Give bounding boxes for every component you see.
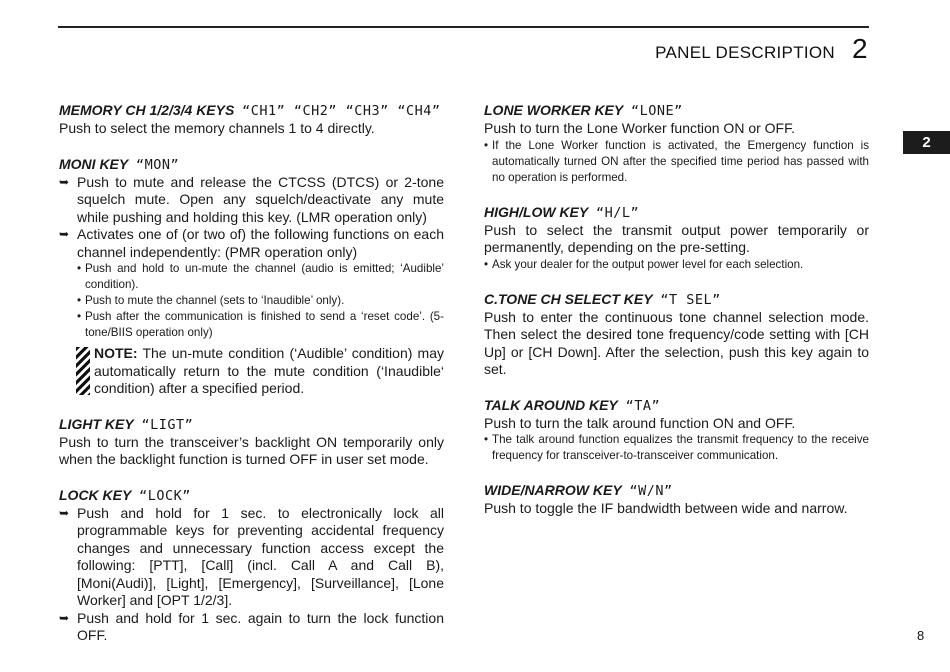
section-heading: [484, 101, 869, 120]
section-title: WIDE/NARROW KEY: [484, 482, 622, 498]
lcd-label: “CH1” “CH2” “CH3” “CH4”: [242, 103, 441, 119]
lcd-label: “MON”: [136, 156, 180, 173]
bullet-text: Push to mute the channel (sets to ‘Inaudible’ only).: [85, 294, 345, 307]
arrow-icon: ➥: [59, 174, 70, 189]
ctone-select-section: [484, 290, 869, 379]
section-heading: [484, 203, 869, 222]
chapter-tab: 2: [903, 131, 950, 154]
bullet-item: [77, 293, 444, 309]
section-title: MONI KEY: [59, 155, 129, 172]
section-heading: [59, 486, 444, 505]
bullet-item: [77, 261, 444, 293]
light-key-section: [59, 415, 444, 469]
list-item: [59, 174, 444, 227]
lcd-label: “T SEL”: [660, 291, 721, 308]
bullet-text: The talk around function equalizes the transmit frequency to the receive frequency for transceiver-to-transceiver communication.: [492, 433, 869, 462]
bullet-item: [484, 432, 869, 464]
section-heading: [484, 396, 869, 415]
lone-worker-section: [484, 101, 869, 186]
section-text: Push to turn the Lone Worker function ON or OFF.: [484, 120, 795, 136]
section-text: Push to turn the talk around function ON and OFF.: [484, 414, 796, 431]
lcd-label: “LOCK”: [139, 487, 191, 504]
bullet-item: [484, 138, 869, 186]
note-box: [59, 345, 444, 398]
list-item: [59, 505, 444, 610]
section-heading: [59, 415, 444, 434]
section-title: LONE WORKER KEY: [484, 102, 624, 118]
item-text: Push and hold for 1 sec. again to turn the lock function OFF.: [77, 609, 444, 643]
lcd-label: “H/L”: [596, 204, 640, 221]
item-text: Activates one of (or two of) the following functions on each channel independently: (PMR operation only): [77, 226, 444, 260]
right-column: [484, 100, 869, 535]
section-heading: [59, 101, 444, 120]
item-text: Push to mute and release the CTCSS (DTCS) or 2-tone squelch mute. Open any squelch/deactivate any mute while pushing and holding this key. (LMR operation only): [77, 173, 444, 225]
arrow-icon: ➥: [59, 610, 70, 625]
arrow-icon: ➥: [59, 227, 70, 241]
list-item: [59, 610, 444, 645]
section-title: TALK AROUND KEY: [484, 396, 618, 413]
bullet-item: [77, 309, 444, 341]
talk-around-section: [484, 396, 869, 465]
lcd-label: “LIGT”: [141, 416, 194, 433]
left-column: [59, 100, 444, 662]
bullet-icon: •: [484, 433, 489, 446]
bullet-item: [484, 257, 869, 273]
note-text: The un-mute condition (‘Audible’ condition) may automatically return to the mute condition (‘Inaudible‘ condition) after a specified period.: [94, 345, 444, 396]
section-text: Push to toggle the IF bandwidth between wide and narrow.: [484, 500, 848, 516]
section-heading: [484, 481, 869, 500]
high-low-section: [484, 203, 869, 273]
bullet-text: Push and hold to un-mute the channel (audio is emitted; ‘Audible’ condition).: [85, 262, 444, 291]
bullet-text: Ask your dealer for the output power level for each selection.: [492, 257, 804, 271]
page-number: 8: [917, 628, 925, 643]
section-heading: [484, 290, 869, 309]
lcd-label: “W/N”: [629, 483, 673, 499]
page-title: PANEL DESCRIPTION: [655, 43, 835, 62]
bullet-icon: •: [77, 294, 82, 307]
lcd-label: “LONE”: [631, 103, 683, 119]
wide-narrow-section: [484, 481, 869, 518]
list-item: [59, 226, 444, 261]
section-text: Push to enter the continuous tone channel selection mode. Then select the desired tone frequency/code setting with [CH Up] or [CH Down]. After the selection, push this key again to set.: [484, 308, 869, 377]
sub-bullet-list: [59, 261, 444, 341]
section-text: Push to select the transmit output power temporarily or permanently, depending on the pre-setting.: [484, 221, 869, 255]
chapter-number: 2: [852, 33, 868, 64]
section-title: LOCK KEY: [59, 486, 132, 503]
section-text: Push to turn the transceiver’s backlight ON temporarily only when the backlight function is turned OFF in user set mode.: [59, 433, 444, 467]
arrow-icon: ➥: [59, 505, 70, 520]
lock-key-section: [59, 486, 444, 645]
memory-ch-section: [59, 101, 444, 138]
section-text: Push to select the memory channels 1 to 4 directly.: [59, 120, 375, 136]
lcd-label: “TA”: [625, 397, 661, 414]
section-title: LIGHT KEY: [59, 415, 134, 432]
section-title: C.TONE CH SELECT KEY: [484, 290, 653, 307]
bullet-icon: •: [77, 310, 82, 323]
bullet-icon: •: [484, 138, 489, 152]
moni-key-section: [59, 155, 444, 398]
bullet-icon: •: [77, 262, 82, 275]
bullet-text: If the Lone Worker function is activated, the Emergency function is automatically turned ON after the specified time period has passed with no operation is performed.: [492, 138, 869, 184]
section-heading: [59, 155, 444, 174]
section-title: HIGH/LOW KEY: [484, 203, 589, 220]
section-title: MEMORY CH 1/2/3/4 KEYS: [59, 102, 235, 118]
bullet-icon: •: [484, 257, 489, 271]
bullet-text: Push after the communication is finished to send a ‘reset code’. (5-tone/BIIS operation only): [85, 310, 444, 339]
top-rule: [58, 26, 869, 28]
note-label: NOTE:: [94, 345, 138, 361]
note-icon: [76, 347, 90, 395]
item-text: Push and hold for 1 sec. to electronically lock all programmable keys for preventing accidental frequency changes and unnecessary function access except the following: [PTT], [Call] (incl. Call A and Call B), [Moni(Audi)], [Light], [Emergency], [Surveillance], [Lone Worker] and [OPT 1/2/3].: [77, 504, 444, 608]
